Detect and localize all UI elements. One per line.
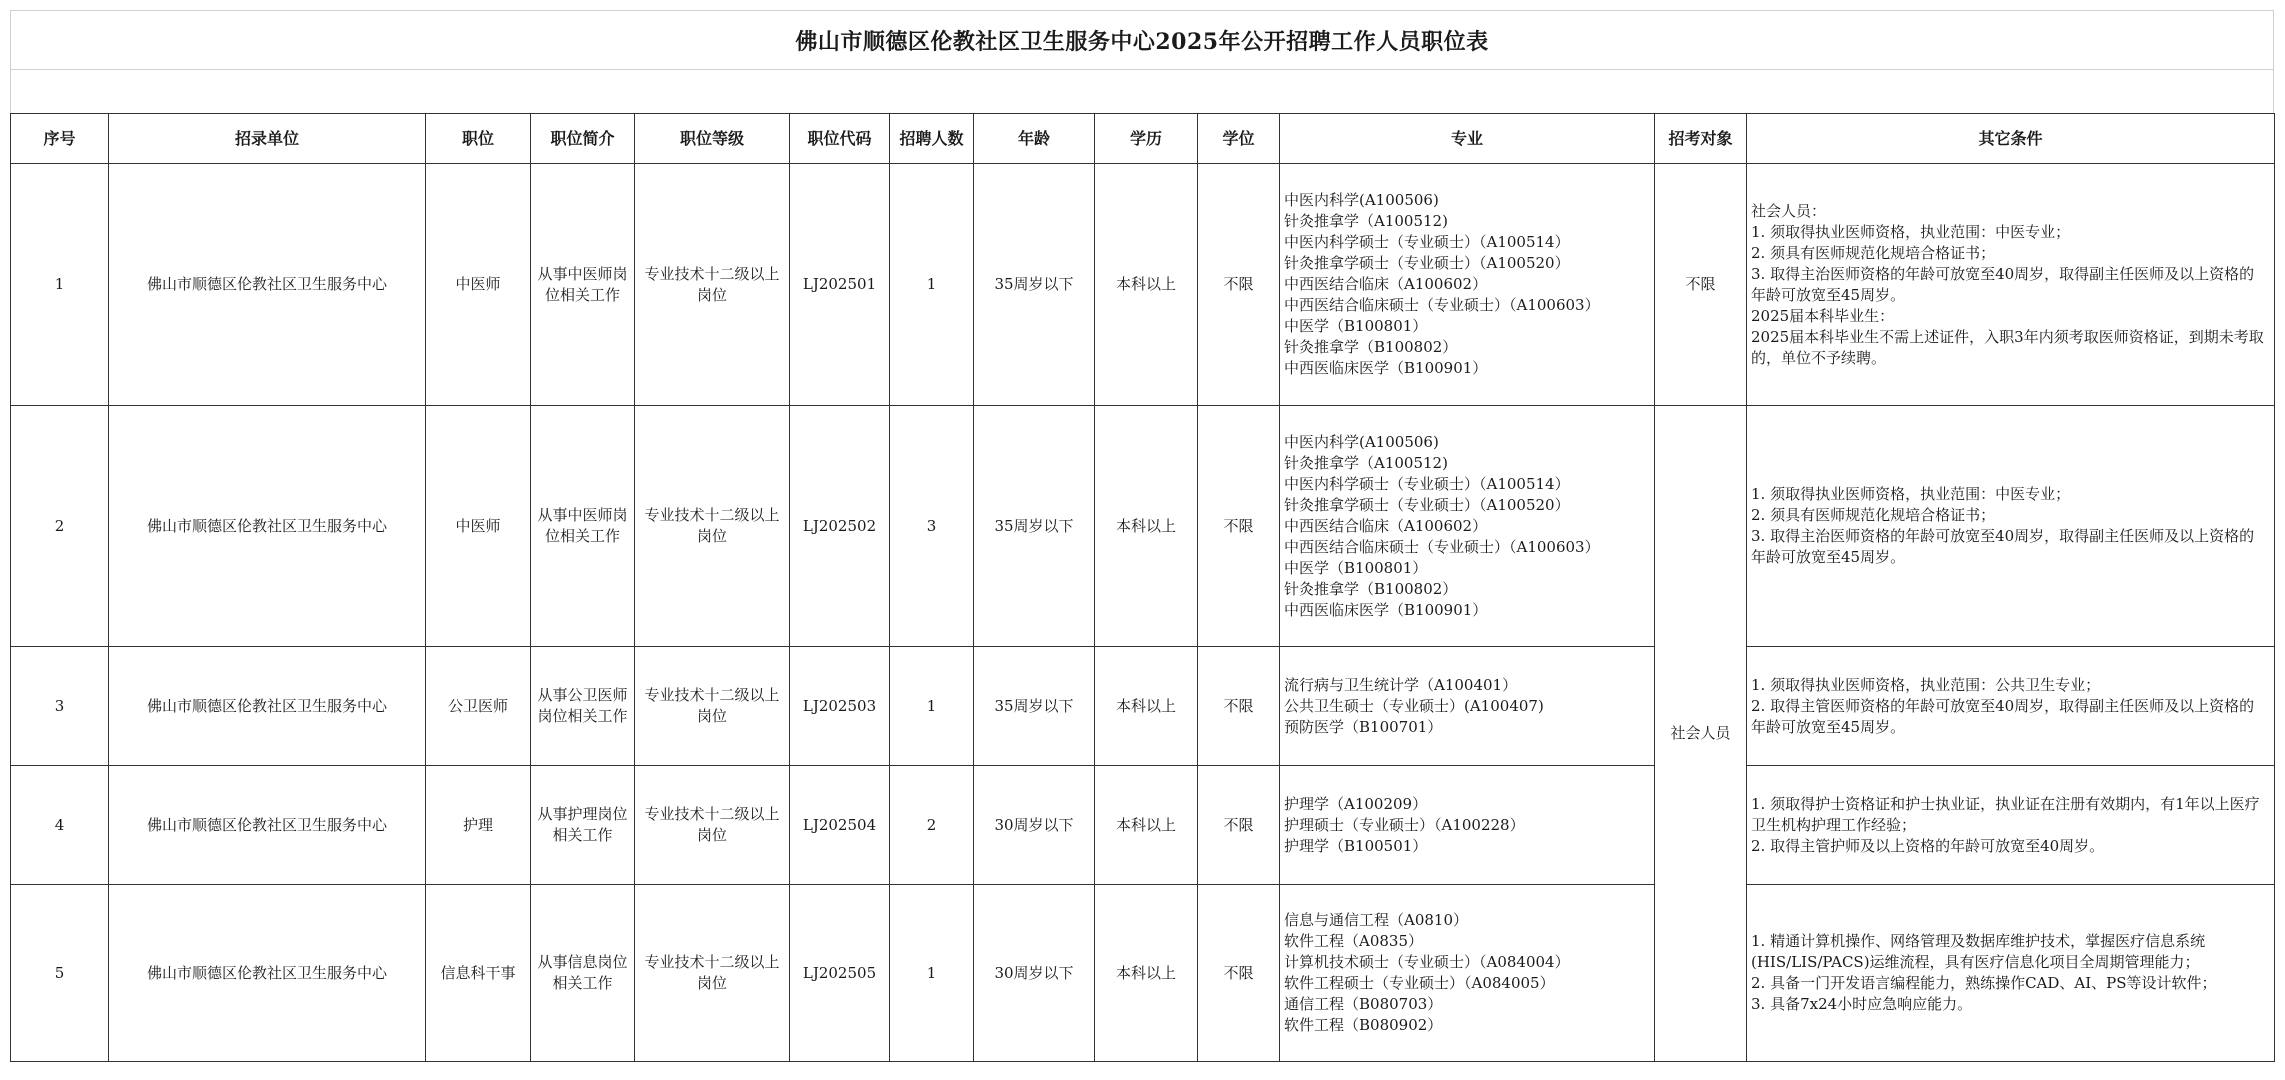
- cell-degree[interactable]: 不限: [1198, 647, 1280, 766]
- header-edu: 学历: [1095, 114, 1198, 164]
- cell-major[interactable]: 中医内科学(A100506) 针灸推拿学（A100512) 中医内科学硕士（专业硕士）（A100514） 针灸推拿学硕士（专业硕士）（A100520） 中西医结合临床（A100602） 中西医结合临床硕士（专业硕士）（A100603） 中医学（B100801） 针灸推拿学（B100802） 中西医临床医学（B100901）: [1280, 164, 1655, 406]
- cell-other[interactable]: 1. 精通计算机操作、网络管理及数据库维护技术，掌握医疗信息系统(HIS/LIS/PACS)运维流程，具有医疗信息化项目全周期管理能力； 2. 具备一门开发语言编程能力，熟练操作CAD、AI、PS等设计软件； 3. 具备7x24小时应急响应能力。: [1747, 885, 2275, 1062]
- cell-no[interactable]: 2: [11, 406, 109, 647]
- cell-degree[interactable]: 不限: [1198, 406, 1280, 647]
- cell-position[interactable]: 信息科干事: [426, 885, 531, 1062]
- cell-target[interactable]: 不限: [1655, 164, 1747, 406]
- cell-major[interactable]: 信息与通信工程（A0810） 软件工程（A0835） 计算机技术硕士（专业硕士）（A084004） 软件工程硕士（专业硕士）（A084005） 通信工程（B080703） 软件工程（B080902）: [1280, 885, 1655, 1062]
- cell-target-merged[interactable]: 社会人员: [1655, 406, 1747, 1062]
- cell-code[interactable]: LJ202502: [790, 406, 890, 647]
- sheet-title: 佛山市顺德区伦教社区卫生服务中心2025年公开招聘工作人员职位表: [10, 10, 2274, 69]
- cell-count[interactable]: 3: [890, 406, 974, 647]
- header-intro: 职位简介: [531, 114, 635, 164]
- header-no: 序号: [11, 114, 109, 164]
- cell-other[interactable]: 1. 须取得执业医师资格，执业范围：中医专业； 2. 须具有医师规范化规培合格证书； 3. 取得主治医师资格的年龄可放宽至40周岁，取得副主任医师及以上资格的年龄可放宽至45周岁。: [1747, 406, 2275, 647]
- blank-row: [10, 69, 2274, 113]
- cell-intro[interactable]: 从事信息岗位相关工作: [531, 885, 635, 1062]
- cell-major[interactable]: 中医内科学(A100506) 针灸推拿学（A100512) 中医内科学硕士（专业硕士）（A100514） 针灸推拿学硕士（专业硕士）（A100520） 中西医结合临床（A100602） 中西医结合临床硕士（专业硕士）（A100603） 中医学（B100801） 针灸推拿学（B100802） 中西医临床医学（B100901）: [1280, 406, 1655, 647]
- cell-code[interactable]: LJ202501: [790, 164, 890, 406]
- cell-grade[interactable]: 专业技术十二级以上岗位: [635, 164, 790, 406]
- cell-grade[interactable]: 专业技术十二级以上岗位: [635, 647, 790, 766]
- cell-other[interactable]: 1. 须取得执业医师资格，执业范围：公共卫生专业； 2. 取得主管医师资格的年龄可放宽至40周岁，取得副主任医师及以上资格的年龄可放宽至45周岁。: [1747, 647, 2275, 766]
- cell-degree[interactable]: 不限: [1198, 885, 1280, 1062]
- cell-code[interactable]: LJ202504: [790, 766, 890, 885]
- cell-intro[interactable]: 从事护理岗位相关工作: [531, 766, 635, 885]
- cell-count[interactable]: 1: [890, 647, 974, 766]
- cell-age[interactable]: 35周岁以下: [974, 647, 1095, 766]
- cell-grade[interactable]: 专业技术十二级以上岗位: [635, 766, 790, 885]
- cell-count[interactable]: 1: [890, 164, 974, 406]
- header-unit: 招录单位: [109, 114, 426, 164]
- header-major: 专业: [1280, 114, 1655, 164]
- cell-major[interactable]: 流行病与卫生统计学（A100401） 公共卫生硕士（专业硕士）(A100407) 预防医学（B100701）: [1280, 647, 1655, 766]
- table-row: [11, 766, 2275, 885]
- cell-intro[interactable]: 从事中医师岗位相关工作: [531, 406, 635, 647]
- cell-grade[interactable]: 专业技术十二级以上岗位: [635, 406, 790, 647]
- cell-position[interactable]: 中医师: [426, 406, 531, 647]
- cell-position[interactable]: 护理: [426, 766, 531, 885]
- cell-unit[interactable]: 佛山市顺德区伦教社区卫生服务中心: [109, 647, 426, 766]
- cell-other[interactable]: 社会人员： 1. 须取得执业医师资格，执业范围：中医专业； 2. 须具有医师规范化规培合格证书； 3. 取得主治医师资格的年龄可放宽至40周岁，取得副主任医师及以上资格的年龄可放宽至45周岁。 2025届本科毕业生： 2025届本科毕业生不需上述证件，入职3年内须考取医师资格证，到期未考取的，单位不予续聘。: [1747, 164, 2275, 406]
- header-row: [11, 114, 2275, 164]
- cell-code[interactable]: LJ202503: [790, 647, 890, 766]
- cell-code[interactable]: LJ202505: [790, 885, 890, 1062]
- cell-unit[interactable]: 佛山市顺德区伦教社区卫生服务中心: [109, 766, 426, 885]
- table-row: [11, 647, 2275, 766]
- cell-age[interactable]: 30周岁以下: [974, 766, 1095, 885]
- header-age: 年龄: [974, 114, 1095, 164]
- header-target: 招考对象: [1655, 114, 1747, 164]
- cell-edu[interactable]: 本科以上: [1095, 647, 1198, 766]
- cell-count[interactable]: 2: [890, 766, 974, 885]
- cell-degree[interactable]: 不限: [1198, 766, 1280, 885]
- cell-no[interactable]: 5: [11, 885, 109, 1062]
- header-position: 职位: [426, 114, 531, 164]
- header-count: 招聘人数: [890, 114, 974, 164]
- cell-position[interactable]: 公卫医师: [426, 647, 531, 766]
- cell-other[interactable]: 1. 须取得护士资格证和护士执业证，执业证在注册有效期内，有1年以上医疗卫生机构护理工作经验； 2. 取得主管护师及以上资格的年龄可放宽至40周岁。: [1747, 766, 2275, 885]
- cell-unit[interactable]: 佛山市顺德区伦教社区卫生服务中心: [109, 164, 426, 406]
- cell-edu[interactable]: 本科以上: [1095, 885, 1198, 1062]
- table-row: [11, 164, 2275, 406]
- table-row: [11, 885, 2275, 1062]
- table-row: [11, 406, 2275, 647]
- cell-position[interactable]: 中医师: [426, 164, 531, 406]
- cell-no[interactable]: 3: [11, 647, 109, 766]
- cell-edu[interactable]: 本科以上: [1095, 164, 1198, 406]
- cell-age[interactable]: 30周岁以下: [974, 885, 1095, 1062]
- position-table: [10, 113, 2275, 1062]
- cell-edu[interactable]: 本科以上: [1095, 406, 1198, 647]
- cell-unit[interactable]: 佛山市顺德区伦教社区卫生服务中心: [109, 885, 426, 1062]
- header-grade: 职位等级: [635, 114, 790, 164]
- cell-age[interactable]: 35周岁以下: [974, 164, 1095, 406]
- header-other: 其它条件: [1747, 114, 2275, 164]
- cell-no[interactable]: 4: [11, 766, 109, 885]
- cell-edu[interactable]: 本科以上: [1095, 766, 1198, 885]
- cell-grade[interactable]: 专业技术十二级以上岗位: [635, 885, 790, 1062]
- cell-major[interactable]: 护理学（A100209） 护理硕士（专业硕士）（A100228） 护理学（B100501）: [1280, 766, 1655, 885]
- cell-no[interactable]: 1: [11, 164, 109, 406]
- header-code: 职位代码: [790, 114, 890, 164]
- cell-count[interactable]: 1: [890, 885, 974, 1062]
- cell-unit[interactable]: 佛山市顺德区伦教社区卫生服务中心: [109, 406, 426, 647]
- header-degree: 学位: [1198, 114, 1280, 164]
- cell-intro[interactable]: 从事中医师岗位相关工作: [531, 164, 635, 406]
- spreadsheet: [10, 10, 2274, 1062]
- cell-age[interactable]: 35周岁以下: [974, 406, 1095, 647]
- cell-intro[interactable]: 从事公卫医师岗位相关工作: [531, 647, 635, 766]
- cell-degree[interactable]: 不限: [1198, 164, 1280, 406]
